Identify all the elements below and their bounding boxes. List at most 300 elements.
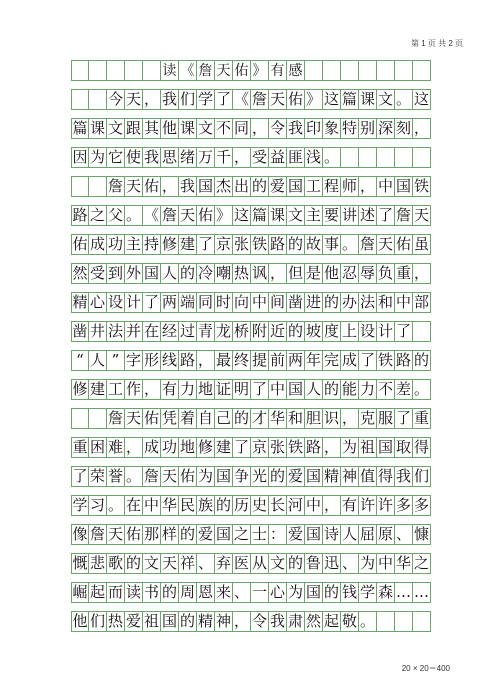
- grid-cell: 多: [413, 496, 429, 514]
- grid-cell: 令: [269, 119, 285, 137]
- grid-cell: 史: [251, 496, 267, 514]
- grid-cell: 建: [89, 380, 105, 398]
- grid-cell: 人: [89, 351, 105, 369]
- grid-cell: 作: [125, 380, 141, 398]
- grid-cell: 悲: [89, 554, 105, 572]
- grid-cell: 这: [233, 206, 249, 224]
- grid-cell: 我: [287, 119, 303, 137]
- grid-cell: 京: [251, 438, 267, 456]
- grid-cell: 路: [179, 351, 195, 369]
- grid-cell: 特: [341, 119, 357, 137]
- grid-cell: 杰: [215, 177, 231, 195]
- essay-grid-paper: [71, 60, 431, 660]
- essay-line: [71, 118, 431, 139]
- grid-cell: 起: [323, 612, 339, 630]
- grid-cell: [395, 612, 413, 631]
- grid-cell: 受: [89, 264, 105, 282]
- essay-line: [71, 408, 431, 429]
- grid-cell: 热: [233, 264, 249, 282]
- grid-cell: 。: [125, 467, 141, 485]
- grid-cell: …: [414, 583, 429, 601]
- grid-cell: [71, 90, 89, 109]
- grid-cell: 国: [287, 177, 303, 195]
- grid-cell: ，: [269, 264, 285, 282]
- grid-cell: 和: [287, 409, 303, 427]
- grid-cell: 了: [143, 293, 159, 311]
- grid-cell: 那: [143, 525, 159, 543]
- grid-cell: 。: [125, 206, 141, 224]
- grid-cell: [89, 409, 107, 428]
- grid-cell: 修: [161, 235, 177, 253]
- grid-cell: 力: [179, 380, 195, 398]
- grid-cell: 文: [377, 90, 393, 108]
- essay-line: [71, 379, 431, 400]
- grid-cell: 佑: [287, 90, 303, 108]
- grid-cell: 天: [161, 554, 177, 572]
- grid-cell: 许: [377, 496, 393, 514]
- grid-cell: ，: [143, 90, 159, 108]
- grid-cell: 中: [395, 293, 411, 311]
- grid-cell: 修: [197, 438, 213, 456]
- grid-cell: 印: [305, 119, 321, 137]
- grid-cell: 深: [377, 119, 393, 137]
- grid-cell: 读: [161, 61, 179, 80]
- grid-cell: 国: [377, 438, 393, 456]
- grid-cell: 的: [287, 554, 303, 572]
- grid-cell: 人: [161, 264, 177, 282]
- grid-cell: [71, 409, 89, 428]
- grid-cell: [89, 61, 107, 80]
- grid-cell: [395, 148, 413, 167]
- grid-count-label: 20 × 20＝400: [401, 664, 450, 673]
- grid-cell: 识: [323, 409, 339, 427]
- grid-cell: 詹: [143, 467, 159, 485]
- grid-cell: 精: [72, 293, 88, 311]
- grid-cell: 值: [359, 467, 375, 485]
- grid-cell: 长: [269, 496, 285, 514]
- grid-cell: 天: [125, 90, 141, 108]
- grid-cell: 师: [341, 177, 357, 195]
- grid-cell: 别: [359, 119, 375, 137]
- grid-cell: ：: [269, 525, 285, 543]
- grid-cell: 浅: [305, 148, 321, 166]
- grid-cell: 一: [251, 583, 267, 601]
- grid-cell: 爱: [287, 525, 303, 543]
- grid-cell: 辱: [359, 264, 375, 282]
- grid-cell: 计: [125, 293, 141, 311]
- grid-cell: 森: [377, 583, 393, 601]
- grid-cell: 原: [377, 525, 393, 543]
- grid-cell: 度: [323, 322, 339, 340]
- grid-cell: 之: [89, 206, 105, 224]
- grid-cell: 课: [269, 206, 285, 224]
- grid-cell: 爱: [269, 177, 285, 195]
- grid-cell: 鲁: [305, 554, 321, 572]
- grid-cell: 力: [359, 380, 375, 398]
- grid-cell: 成: [143, 438, 159, 456]
- grid-cell: 恩: [197, 583, 213, 601]
- grid-cell: 重: [413, 409, 429, 427]
- grid-cell: 了: [233, 438, 249, 456]
- grid-cell: 忍: [341, 264, 357, 282]
- grid-cell: [377, 148, 395, 167]
- grid-cell: [341, 148, 359, 167]
- grid-cell: 《: [179, 61, 197, 80]
- grid-cell: 建: [215, 438, 231, 456]
- grid-cell: 这: [323, 90, 339, 108]
- grid-cell: 天: [125, 409, 141, 427]
- grid-cell: 的: [179, 612, 195, 630]
- grid-cell: 讽: [251, 264, 267, 282]
- grid-cell: [323, 61, 341, 80]
- grid-cell: 天: [179, 206, 195, 224]
- grid-cell: 法: [359, 293, 375, 311]
- grid-cell: 中: [305, 496, 321, 514]
- grid-cell: 的: [179, 525, 195, 543]
- essay-line: [71, 437, 431, 458]
- grid-cell: 在: [125, 496, 141, 514]
- grid-cell: 京: [215, 235, 231, 253]
- grid-cell: 铁: [377, 351, 393, 369]
- grid-cell: 佑: [143, 177, 159, 195]
- grid-cell: 们: [89, 612, 105, 630]
- grid-cell: 外: [125, 264, 141, 282]
- grid-cell: 医: [233, 554, 249, 572]
- grid-cell: 了: [395, 409, 411, 427]
- grid-cell: 然: [72, 264, 88, 282]
- grid-cell: 我: [179, 177, 195, 195]
- grid-cell: 在: [143, 322, 159, 340]
- grid-cell: 人: [341, 525, 357, 543]
- grid-cell: 跟: [125, 119, 141, 137]
- grid-cell: 桥: [233, 322, 249, 340]
- grid-cell: 其: [143, 119, 159, 137]
- grid-cell: 国: [305, 525, 321, 543]
- grid-cell: 有: [341, 496, 357, 514]
- essay-line: [71, 292, 431, 313]
- grid-cell: 篇: [341, 90, 357, 108]
- grid-cell: 益: [269, 148, 285, 166]
- grid-cell: 近: [269, 322, 285, 340]
- grid-cell: 詹: [161, 206, 177, 224]
- grid-cell: 重: [395, 264, 411, 282]
- grid-cell: 的: [287, 235, 303, 253]
- grid-cell: 张: [233, 235, 249, 253]
- grid-cell: 要: [323, 206, 339, 224]
- grid-cell: 功: [161, 438, 177, 456]
- grid-cell: 为: [89, 148, 105, 166]
- grid-cell: 我: [143, 148, 159, 166]
- grid-cell: 、: [395, 525, 411, 543]
- grid-cell: 他: [323, 264, 339, 282]
- grid-cell: ，: [143, 380, 159, 398]
- grid-cell: 士: [251, 525, 267, 543]
- grid-cell: “: [71, 351, 89, 370]
- grid-cell: 成: [341, 351, 357, 369]
- grid-cell: 张: [269, 438, 285, 456]
- grid-cell: 佑: [197, 206, 213, 224]
- grid-cell: 天: [269, 90, 285, 108]
- grid-cell: 的: [233, 409, 249, 427]
- grid-cell: 我: [269, 612, 285, 630]
- grid-cell: 端: [179, 293, 195, 311]
- grid-cell: 经: [161, 322, 177, 340]
- grid-cell: 许: [359, 496, 375, 514]
- grid-cell: 。: [359, 612, 375, 630]
- grid-cell: 心: [269, 583, 285, 601]
- grid-cell: 天: [377, 235, 393, 253]
- grid-cell: 坡: [305, 322, 321, 340]
- grid-cell: 部: [413, 293, 429, 311]
- grid-cell: 胆: [305, 409, 321, 427]
- grid-cell: 。: [341, 235, 357, 253]
- grid-cell: 。: [413, 380, 429, 398]
- grid-cell: 、: [341, 554, 357, 572]
- grid-cell: 负: [377, 264, 393, 282]
- grid-cell: 文: [107, 119, 123, 137]
- grid-cell: 向: [233, 293, 249, 311]
- grid-cell: 匪: [287, 148, 303, 166]
- grid-cell: 敬: [341, 612, 357, 630]
- grid-cell: 为: [359, 554, 375, 572]
- grid-cell: 井: [89, 322, 105, 340]
- grid-cell: 课: [89, 119, 105, 137]
- grid-cell: 弃: [215, 554, 231, 572]
- grid-cell: ，: [233, 612, 249, 630]
- grid-cell: 提: [251, 351, 267, 369]
- grid-cell: [413, 612, 431, 631]
- grid-cell: 两: [161, 293, 177, 311]
- grid-cell: 中: [143, 496, 159, 514]
- grid-cell: 像: [72, 525, 88, 543]
- grid-cell: 中: [251, 293, 267, 311]
- grid-cell: 慷: [413, 525, 429, 543]
- grid-cell: 他: [72, 612, 88, 630]
- grid-cell: 和: [377, 293, 393, 311]
- grid-cell: 佑: [125, 525, 141, 543]
- grid-cell: [413, 322, 431, 341]
- grid-cell: 中: [377, 554, 393, 572]
- grid-cell: 河: [287, 496, 303, 514]
- grid-cell: 己: [215, 409, 231, 427]
- grid-cell: 他: [161, 119, 177, 137]
- grid-cell: 到: [107, 264, 123, 282]
- grid-cell: 间: [269, 293, 285, 311]
- grid-cell: 不: [215, 119, 231, 137]
- grid-cell: 》: [305, 90, 321, 108]
- grid-cell: 设: [107, 293, 123, 311]
- grid-cell: [413, 61, 431, 80]
- grid-cell: 习: [89, 496, 105, 514]
- grid-cell: 篇: [251, 206, 267, 224]
- essay-line: [71, 611, 431, 632]
- grid-cell: 的: [125, 554, 141, 572]
- grid-cell: 刻: [395, 119, 411, 137]
- grid-cell: 。: [107, 496, 123, 514]
- grid-cell: 佑: [72, 235, 88, 253]
- grid-cell: ”: [107, 351, 125, 370]
- grid-cell: 的: [269, 467, 285, 485]
- grid-cell: 述: [359, 206, 375, 224]
- grid-cell: 族: [197, 496, 213, 514]
- grid-cell: 绪: [179, 148, 195, 166]
- essay-line: [71, 234, 431, 255]
- grid-cell: 詹: [395, 206, 411, 224]
- grid-cell: 修: [72, 380, 88, 398]
- grid-cell: 国: [215, 467, 231, 485]
- essay-line: [71, 350, 431, 371]
- grid-cell: [305, 61, 323, 80]
- grid-cell: 国: [395, 177, 411, 195]
- grid-cell: 感: [287, 61, 305, 80]
- grid-cell: 肃: [287, 612, 303, 630]
- grid-cell: 之: [413, 554, 429, 572]
- grid-cell: 文: [143, 554, 159, 572]
- grid-cell: …: [396, 583, 411, 601]
- grid-cell: 来: [215, 583, 231, 601]
- grid-cell: 詹: [107, 409, 123, 427]
- grid-cell: 受: [251, 148, 267, 166]
- grid-cell: 心: [89, 293, 105, 311]
- grid-cell: ，: [341, 409, 357, 427]
- grid-cell: 迅: [323, 554, 339, 572]
- essay-line: [71, 553, 431, 574]
- grid-cell: 。: [323, 148, 339, 166]
- grid-cell: 爱: [197, 525, 213, 543]
- grid-cell: 办: [341, 293, 357, 311]
- grid-cell: 从: [251, 554, 267, 572]
- grid-cell: 自: [197, 409, 213, 427]
- grid-cell: [107, 61, 125, 80]
- grid-cell: 学: [359, 583, 375, 601]
- grid-cell: 它: [107, 148, 123, 166]
- grid-cell: 了: [215, 90, 231, 108]
- grid-cell: 得: [413, 438, 429, 456]
- grid-cell: 《: [143, 206, 159, 224]
- grid-cell: 有: [269, 61, 287, 80]
- grid-cell: 地: [197, 380, 213, 398]
- grid-cell: 成: [89, 235, 105, 253]
- grid-cell: 嘲: [215, 264, 231, 282]
- grid-cell: [71, 177, 89, 196]
- grid-cell: 我: [395, 467, 411, 485]
- grid-cell: 讲: [341, 206, 357, 224]
- grid-cell: 计: [377, 322, 393, 340]
- grid-cell: 的: [323, 380, 339, 398]
- grid-cell: 使: [125, 148, 141, 166]
- grid-cell: 故: [305, 235, 321, 253]
- grid-cell: [125, 61, 143, 80]
- grid-cell: 的: [413, 351, 429, 369]
- grid-cell: 誉: [107, 467, 123, 485]
- grid-cell: 同: [197, 293, 213, 311]
- essay-line: [71, 495, 431, 516]
- grid-cell: 佑: [143, 409, 159, 427]
- grid-cell: 民: [179, 496, 195, 514]
- grid-cell: 神: [341, 467, 357, 485]
- grid-cell: 今: [107, 90, 123, 108]
- grid-cell: 虽: [413, 235, 429, 253]
- grid-cell: 爱: [287, 467, 303, 485]
- grid-cell: [359, 61, 377, 80]
- grid-cell: [359, 148, 377, 167]
- grid-cell: 万: [197, 148, 213, 166]
- grid-cell: 、: [197, 554, 213, 572]
- grid-cell: 起: [89, 583, 105, 601]
- grid-cell: 前: [269, 351, 285, 369]
- grid-cell: ，: [125, 438, 141, 456]
- grid-cell: 精: [323, 467, 339, 485]
- grid-cell: 了: [72, 467, 88, 485]
- grid-cell: 两: [287, 351, 303, 369]
- grid-cell: 课: [179, 119, 195, 137]
- grid-cell: ，: [323, 438, 339, 456]
- grid-cell: 是: [305, 264, 321, 282]
- grid-cell: 的: [179, 264, 195, 282]
- grid-cell: 华: [395, 554, 411, 572]
- grid-cell: 样: [161, 525, 177, 543]
- grid-cell: 字: [125, 351, 141, 369]
- grid-cell: 中: [377, 177, 393, 195]
- grid-cell: 们: [179, 90, 195, 108]
- essay-title-row: [71, 60, 431, 81]
- grid-cell: 有: [161, 380, 177, 398]
- grid-cell: 詹: [359, 235, 375, 253]
- grid-cell: ，: [359, 177, 375, 195]
- grid-cell: 学: [197, 90, 213, 108]
- grid-cell: 的: [287, 322, 303, 340]
- grid-cell: 才: [251, 409, 267, 427]
- grid-cell: 完: [323, 351, 339, 369]
- essay-line: [71, 89, 431, 110]
- grid-cell: [71, 61, 89, 80]
- grid-cell: 龙: [215, 322, 231, 340]
- grid-cell: 出: [233, 177, 249, 195]
- grid-cell: 了: [359, 351, 375, 369]
- grid-cell: 工: [305, 177, 321, 195]
- grid-cell: 学: [72, 496, 88, 514]
- grid-cell: 《: [233, 90, 249, 108]
- grid-cell: [89, 177, 107, 196]
- grid-cell: 歌: [107, 554, 123, 572]
- grid-cell: 钱: [341, 583, 357, 601]
- grid-cell: 形: [143, 351, 159, 369]
- grid-cell: 的: [161, 583, 177, 601]
- grid-cell: 地: [179, 438, 195, 456]
- grid-cell: 国: [287, 380, 303, 398]
- grid-cell: 神: [215, 612, 231, 630]
- grid-cell: 上: [341, 322, 357, 340]
- grid-cell: 精: [197, 612, 213, 630]
- grid-cell: 争: [233, 467, 249, 485]
- essay-line: [71, 263, 431, 284]
- grid-cell: 路: [269, 235, 285, 253]
- grid-cell: 华: [269, 409, 285, 427]
- grid-cell: 读: [125, 583, 141, 601]
- grid-cell: 持: [143, 235, 159, 253]
- grid-cell: 冷: [197, 264, 213, 282]
- grid-cell: 铁: [413, 177, 429, 195]
- grid-cell: 进: [305, 293, 321, 311]
- grid-cell: 。: [395, 90, 411, 108]
- grid-cell: 程: [323, 177, 339, 195]
- grid-cell: 天: [215, 61, 233, 80]
- grid-cell: 然: [305, 612, 321, 630]
- grid-cell: 我: [161, 90, 177, 108]
- grid-cell: 之: [233, 525, 249, 543]
- grid-cell: 证: [215, 380, 231, 398]
- grid-cell: 建: [179, 235, 195, 253]
